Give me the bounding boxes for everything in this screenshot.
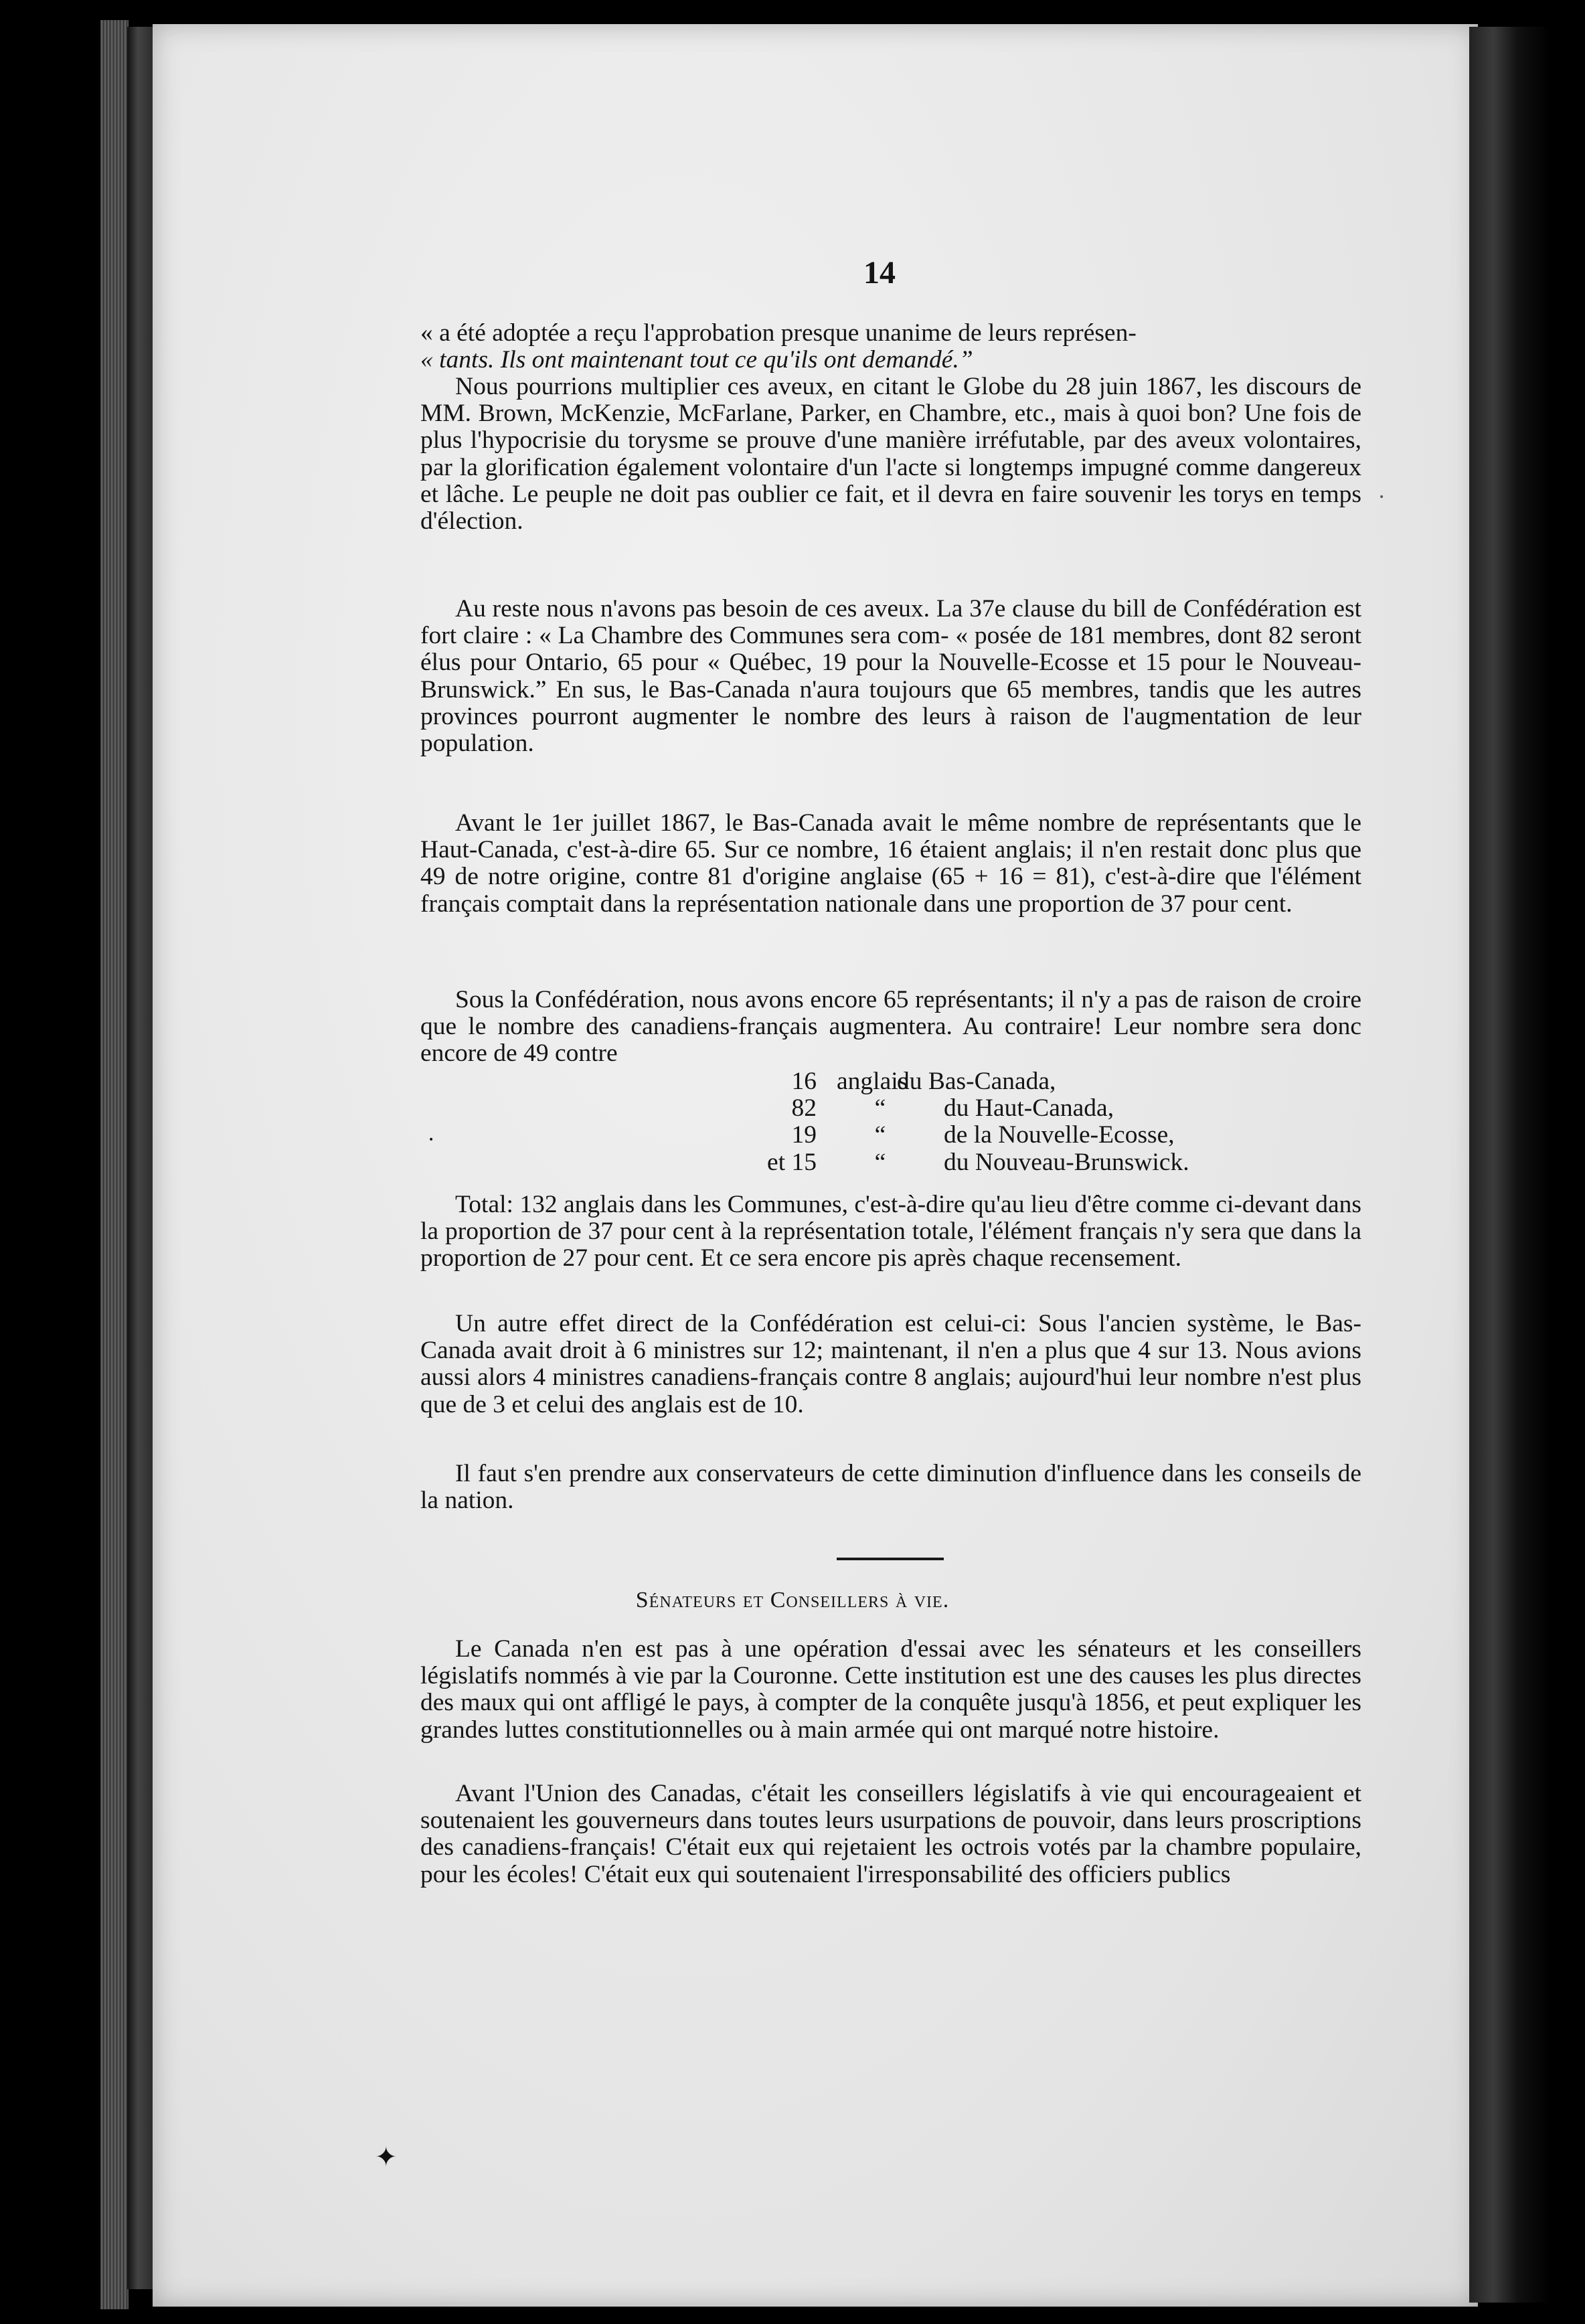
book-cover-edge: [1469, 27, 1550, 2303]
scan-speck: •: [428, 1135, 434, 1145]
paragraph-9: [420, 1780, 1361, 1888]
paragraph-6-text: Un autre effet direct de la Confédération est celui-ci: Sous l'ancien système, le Bas-Canada avait droit à 6 ministres sur 12; maintenant, il n'en a plus que 4 sur 13. Nous avions aussi alors 4 ministres canadiens-français contre 8 anglais; aujourd'hui leur nombre n'est plus que de 3 et celui des anglais est de 10.: [420, 1310, 1361, 1418]
list-item: [743, 1149, 1189, 1176]
paragraph-7-text: Il faut s'en prendre aux conservateurs de cette diminution d'influence dans les conseils de la nation.: [420, 1460, 1361, 1515]
paragraph-7: [420, 1461, 1361, 1514]
section-divider: [837, 1558, 944, 1560]
paragraph-1: [420, 374, 1361, 535]
paragraph-3: [420, 810, 1361, 918]
book-spine: [127, 27, 154, 2289]
list-place: du Bas-Canada,: [897, 1068, 1056, 1095]
paragraph-5-text: Total: 132 anglais dans les Communes, c'est-à-dire qu'au lieu d'être comme ci-devant dans la proportion de 37 pour cent à la représentation totale, l'élément français n'y sera que dans la proportion de 27 pour cent. Et ce sera encore pis après chaque recensement.: [420, 1191, 1361, 1272]
paragraph-8: [420, 1636, 1361, 1744]
list-ditto: “: [874, 1121, 886, 1149]
quote-line-2: [420, 347, 1361, 374]
paragraph-8-text: Le Canada n'en est pas à une opération d'essai avec les sénateurs et les conseillers législatifs nommés à vie par la Couronne. Cette institution est une des causes les plus directes des maux qui ont affligé le pays, à compter de la conquête jusqu'à 1856, et peut expliquer les grandes luttes constitutionnelles ou à main armée qui ont marqué notre histoire.: [420, 1635, 1361, 1744]
list-ditto: “: [874, 1094, 886, 1123]
list-item: [743, 1068, 1189, 1095]
scan-speck: •: [1379, 492, 1385, 503]
paragraph-4-text: Sous la Confédération, nous avons encore 65 représentants; il n'y a pas de raison de croire que le nombre des canadiens-français augmentera. Au contraire! Leur nombre sera donc encore de 49 contre: [420, 986, 1361, 1068]
list-place: de la Nouvelle-Ecosse,: [944, 1121, 1175, 1149]
list-ditto: “: [874, 1148, 886, 1176]
paragraph-2-text: Au reste nous n'avons pas besoin de ces aveux. La 37e clause du bill de Confédération est fort claire : « La Chambre des Communes sera com- « posée de 181 membres, dont 82 seront élus pour Ontario, 65 pour « Québec, 19 pour la Nouvelle-Ecosse et 15 pour le Nouveau-Brunswick.” En sus, le Bas-Canada n'aura toujours que 65 membres, tandis que les autres provinces pourront augmenter le nombre des leurs à raison de l'augmentation de leur population.: [420, 595, 1361, 758]
list-count: 19: [791, 1121, 817, 1149]
paragraph-9-text: Avant l'Union des Canadas, c'était les conseillers législatifs à vie qui encourageaient et soutenaient les gouverneurs dans toutes leurs usurpations de pouvoir, dans leurs proscriptions des canadiens-français! C'était eux qui rejetaient les octrois votés par la chambre populaire, pour les écoles! C'était eux qui soutenaient l'irresponsabilité des officiers publics: [420, 1780, 1361, 1888]
list-count: et 15: [767, 1148, 817, 1176]
list-item: [743, 1095, 1189, 1122]
section-heading: Sénateurs et Conseillers à vie.: [635, 1588, 950, 1612]
opening-quote: [420, 320, 1361, 374]
list-count: 82: [791, 1094, 817, 1123]
paragraph-4: [420, 987, 1361, 1068]
members-list: [743, 1068, 1189, 1176]
paragraph-6: [420, 1311, 1361, 1418]
list-item: [743, 1122, 1189, 1149]
paragraph-2: [420, 596, 1361, 757]
quote-line-1: « a été adoptée a reçu l'approbation presque unanime de leurs représen-: [420, 319, 1137, 347]
paragraph-1-text: Nous pourrions multiplier ces aveux, en citant le Globe du 28 juin 1867, les discours de MM. Brown, McKenzie, McFarlane, Parker, en Chambre, etc., mais à quoi bon? Une fois de plus l'hypocrisie du torysme se prouve d'une manière irréfutable, par des aveux volontaires, par la glorification également volontaire d'un l'acte si longtemps impugné comme dangereux et lâche. Le peuple ne doit pas oublier ce fait, et il devra en faire souvenir les torys en temps d'élection.: [420, 373, 1361, 535]
scan-speck: ✦: [375, 2142, 398, 2173]
paragraph-3-text: Avant le 1er juillet 1867, le Bas-Canada avait le même nombre de représentants que le Haut-Canada, c'est-à-dire 65. Sur ce nombre, 16 étaient anglais; il n'en restait donc plus que 49 de notre origine, contre 81 d'origine anglaise (65 + 16 = 81), c'est-à-dire que l'élément français comptait dans la représentation nationale dans une proportion de 37 pour cent.: [420, 809, 1361, 918]
list-count: 16: [791, 1068, 817, 1095]
list-place: du Nouveau-Brunswick.: [944, 1148, 1189, 1176]
list-ditto: anglais: [837, 1068, 908, 1095]
page-edges: [100, 20, 129, 2309]
paragraph-5: [420, 1191, 1361, 1272]
list-place: du Haut-Canada,: [944, 1094, 1114, 1123]
page-number: 14: [863, 255, 896, 290]
quote-line-2-text: « tants. Ils ont maintenant tout ce qu'ils ont demandé.”: [420, 346, 973, 374]
